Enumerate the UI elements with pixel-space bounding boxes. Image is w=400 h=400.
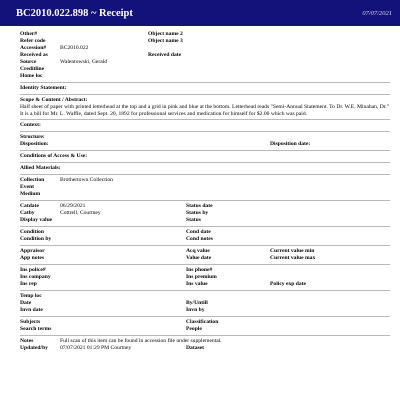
label-ins-police: Ins police# — [20, 267, 46, 274]
label-collection: Collection — [20, 177, 45, 184]
label-refer-code: Refer code — [20, 38, 46, 44]
label-creditline: Creditline — [20, 66, 45, 72]
label-acq-value: Acq value — [186, 248, 210, 255]
label-temp-loc: Temp loc — [20, 293, 42, 300]
label-ins-phone: Ins phone# — [186, 267, 213, 274]
value-catdate: 06/29/2021 — [60, 203, 86, 210]
label-status: Status — [186, 217, 201, 224]
label-date: Date — [20, 300, 32, 307]
label-by-untill: By/Untill — [186, 300, 208, 307]
label-identity-statement: Identity Statement: — [20, 85, 67, 91]
divider — [20, 150, 390, 151]
record-date: 07/07/2021 — [362, 9, 392, 17]
label-allied-materials: Allied Materials: — [20, 165, 61, 172]
divider — [20, 174, 390, 175]
label-app-notes: App notes — [20, 255, 45, 262]
label-disposition: Disposition: — [20, 141, 49, 148]
label-invn-by: Invn by — [186, 307, 205, 314]
label-appraisor: Appraisor — [20, 248, 45, 255]
label-search-terms: Search terms — [20, 326, 52, 333]
label-conditions-access: Conditions of Access & Use: — [20, 153, 88, 160]
label-medium: Medium — [20, 191, 41, 198]
value-scope-content: Half sheet of paper with printed letterhead at the top and a grid in pink and blue at the bottom. Letterhead reads "Semi-Annual Statement. To Dr. W.E. Minahan, Dr." It is a bill for Mr. L. Waffle, dated Sept. 20, 1892 for professional services and medication for himself for $2.00 which was paid. — [20, 104, 389, 117]
divider — [20, 245, 390, 246]
divider — [20, 335, 390, 336]
label-ins-company: Ins company — [20, 274, 51, 281]
label-event: Event — [20, 184, 34, 191]
label-dataset: Dataset — [186, 345, 205, 352]
label-classification: Classification — [186, 319, 219, 326]
label-updated-by: Updated/by — [20, 345, 48, 352]
label-disposition-date: Disposition date: — [270, 141, 311, 148]
label-value-date: Value date — [186, 255, 212, 262]
label-accession: Accession# — [20, 45, 47, 51]
value-accession: BC2010.022 — [60, 45, 89, 51]
record-content — [0, 26, 400, 352]
record-title: BC2010.022.898 ~ Receipt — [16, 7, 133, 19]
divider — [20, 131, 390, 132]
value-source: Walentowski, Gerald — [60, 59, 108, 65]
divider — [20, 200, 390, 201]
label-context: Context: — [20, 122, 41, 129]
label-received-date: Received date — [148, 52, 182, 58]
label-home-loc: Home loc — [20, 73, 43, 79]
divider — [20, 162, 390, 163]
label-scope-content: Scope & Content / Abstract: — [20, 97, 88, 103]
divider — [20, 119, 390, 120]
label-condition-by: Condition by — [20, 236, 52, 243]
record-header — [0, 0, 400, 26]
label-invn-date: Invn date — [20, 307, 43, 314]
divider — [20, 82, 390, 83]
divider — [20, 226, 390, 227]
divider — [20, 316, 390, 317]
label-current-value-min: Current value min — [270, 248, 315, 255]
label-display-value: Display value — [20, 217, 53, 224]
label-source: Source — [20, 59, 37, 65]
label-ins-value: Ins value — [186, 281, 208, 288]
label-status-by: Status by — [186, 210, 209, 217]
value-updated-by: 07/07/2021 01:29 PM Courtney — [60, 345, 132, 352]
label-policy-exp-date: Policy exp date — [270, 281, 307, 288]
label-structure: Structure: — [20, 134, 45, 141]
label-object-name-2: Object name 2 — [148, 31, 183, 37]
divider — [20, 94, 390, 95]
label-ins-premium: Ins premium — [186, 274, 217, 281]
label-other: Other# — [20, 31, 38, 37]
divider — [20, 264, 390, 265]
label-ins-rep: Ins rep — [20, 281, 37, 288]
value-collection: Brothertown Collection — [60, 177, 113, 184]
label-notes: Notes — [20, 338, 34, 345]
label-cond-notes: Cond notes — [186, 236, 213, 243]
label-catdate: Catdate — [20, 203, 39, 210]
value-notes: Full scan of this item can be found in accession file under supplemental. — [60, 338, 222, 345]
label-current-value-max: Current value max — [270, 255, 316, 262]
divider — [20, 290, 390, 291]
label-condition: Condition — [20, 229, 44, 236]
label-object-name-3: Object name 3 — [148, 38, 183, 44]
label-received-as: Received as — [20, 52, 48, 58]
label-cond-date: Cond date — [186, 229, 211, 236]
label-status-date: Status date — [186, 203, 213, 210]
label-catby: Catby — [20, 210, 35, 217]
value-catby: Cottrell, Courtney — [60, 210, 101, 217]
label-people: People — [186, 326, 202, 333]
label-subjects: Subjects — [20, 319, 41, 326]
